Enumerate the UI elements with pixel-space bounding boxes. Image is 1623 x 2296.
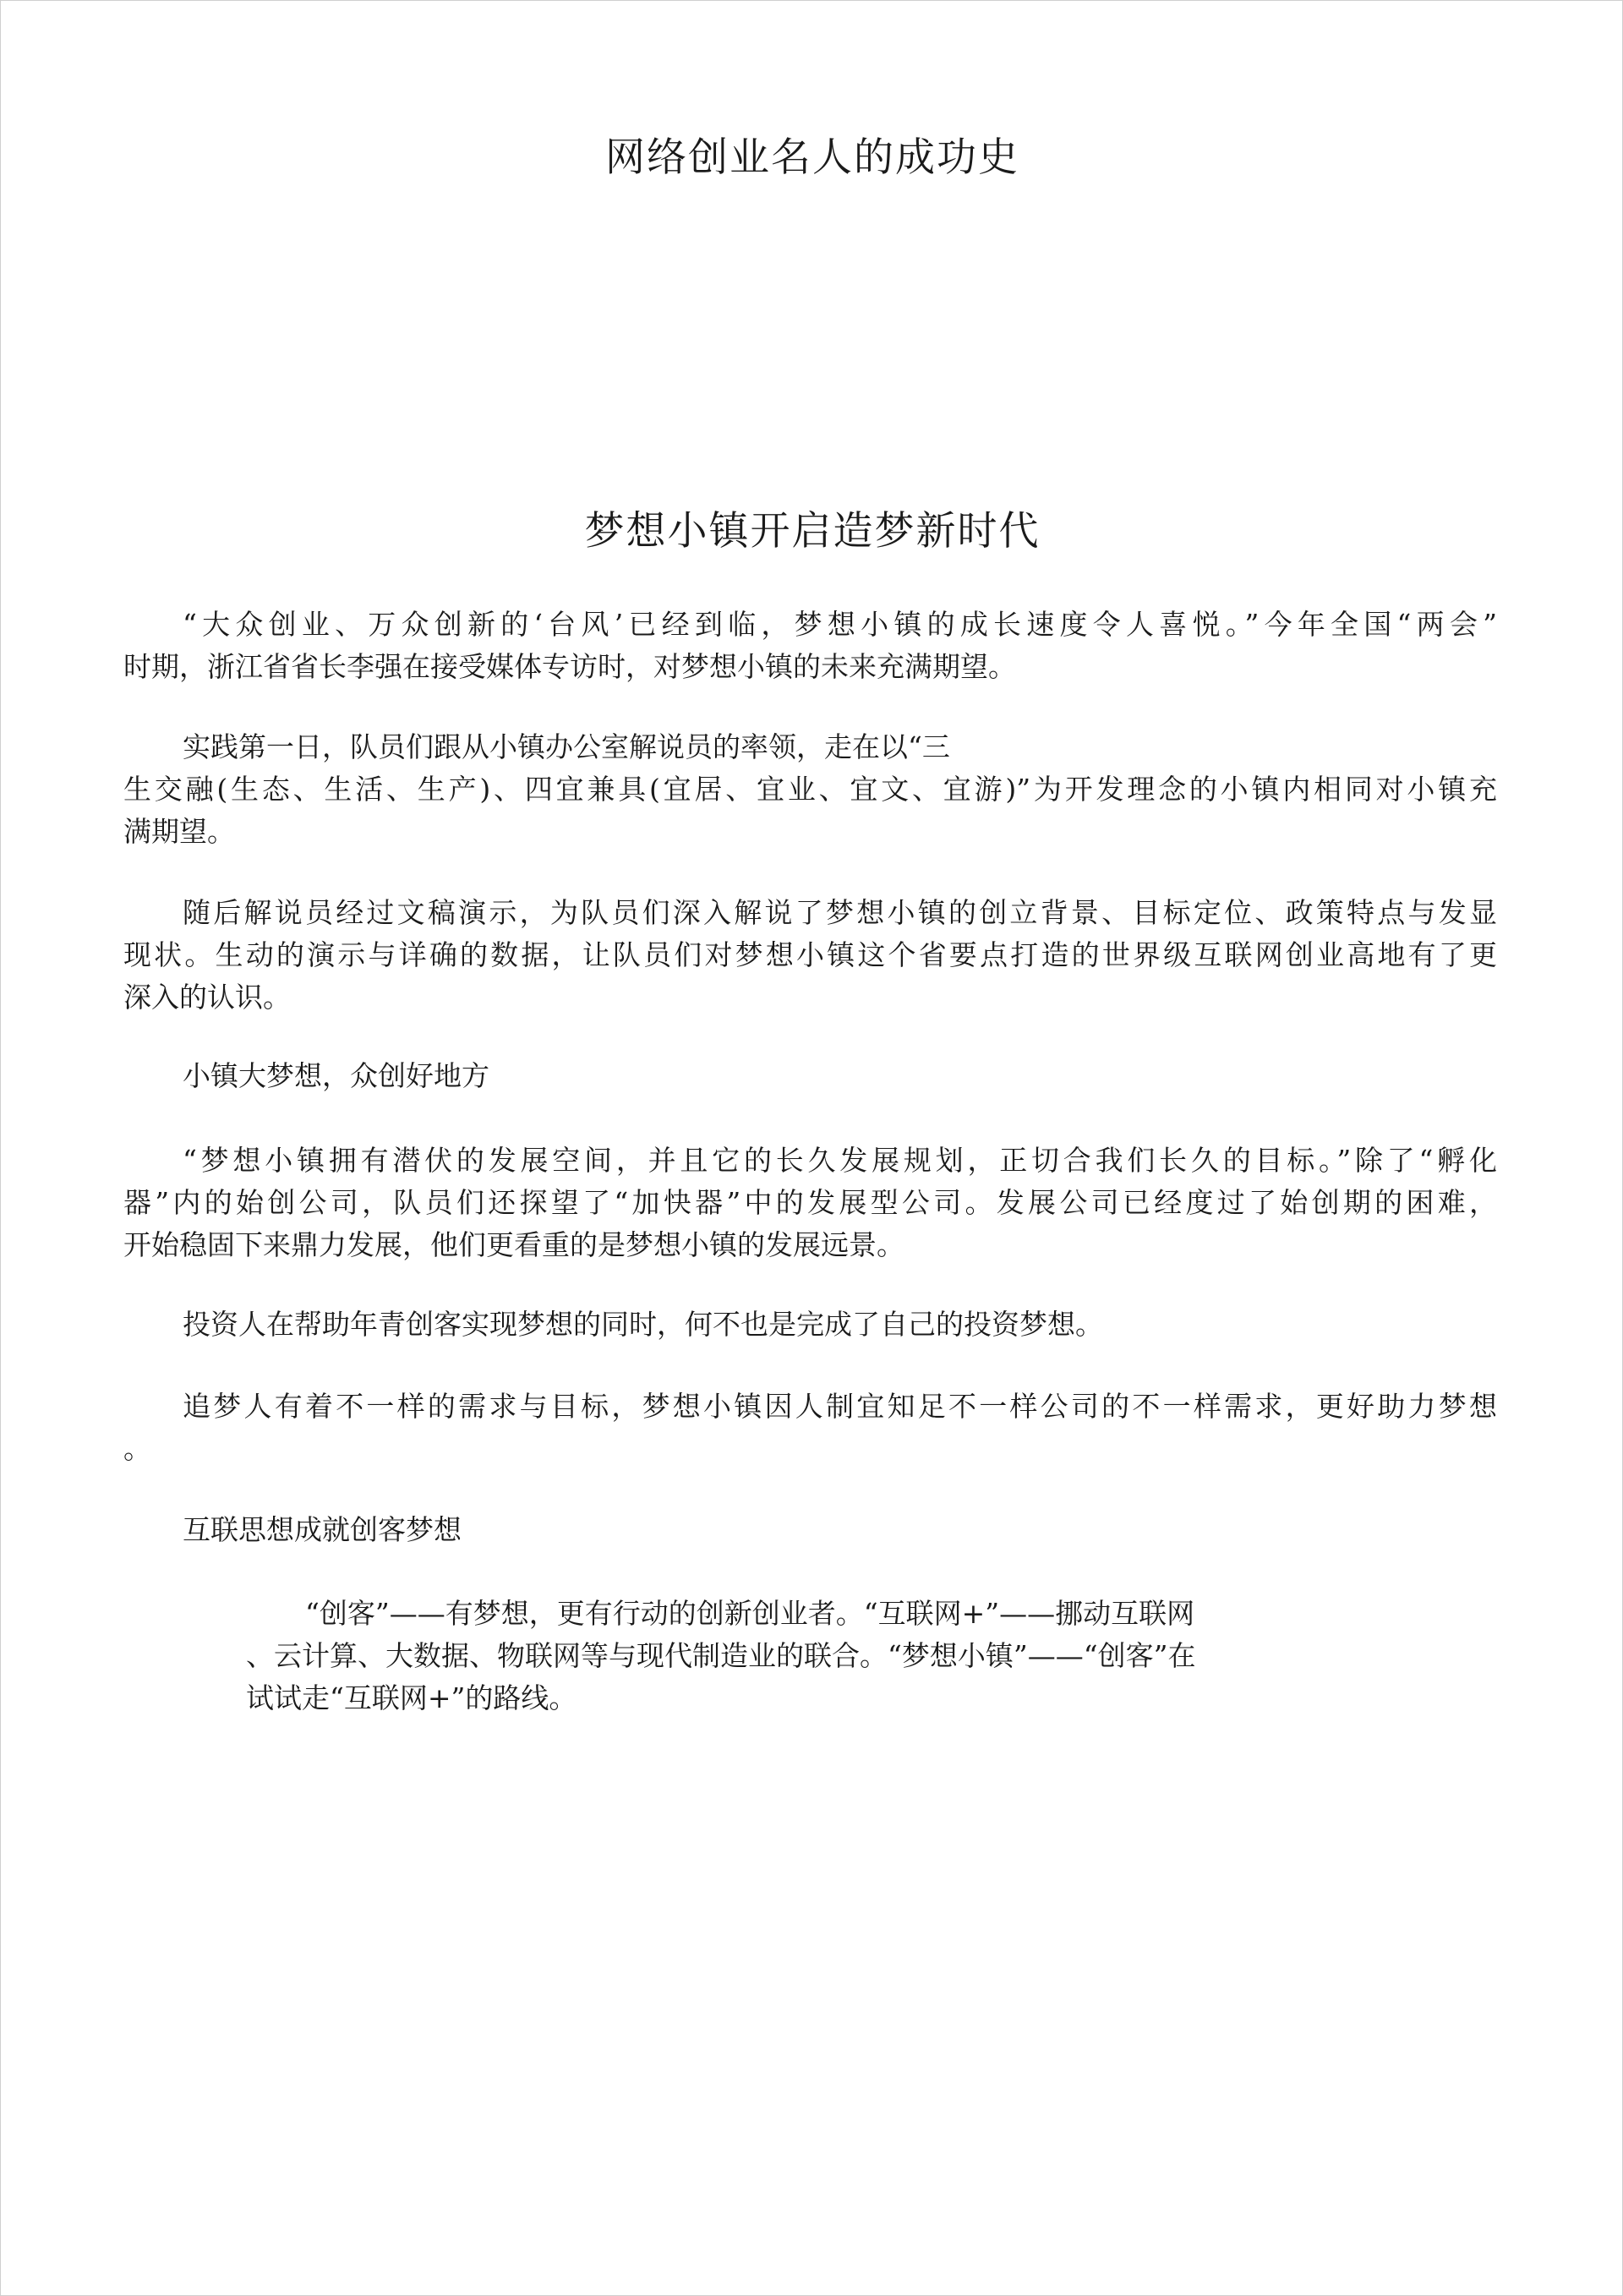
paragraph-5-line-1: “梦想小镇拥有潜伏的发展空间，并且它的长久发展规划，正切合我们长久的目标。”除了“孵化 (183, 1144, 1497, 1177)
paragraph-7 (123, 1386, 1497, 1470)
paragraph-5-line-3: 开始稳固下来鼎力发展，他们更看重的是梦想小镇的发展远景。 (123, 1228, 904, 1261)
paragraph-1-line-2: 时期，浙江省省长李强在接受媒体专访时，对梦想小镇的未来充满期望。 (123, 650, 1016, 683)
paragraph-1 (123, 604, 1497, 688)
paragraph-3-line-1: 随后解说员经过文稿演示，为队员们深入解说了梦想小镇的创立背景、目标定位、政策特点与发显 (183, 896, 1497, 929)
subheading-dream-town: 小镇大梦想，众创好地方 (183, 1059, 489, 1092)
paragraph-9 (246, 1593, 1345, 1719)
paragraph-5 (123, 1140, 1497, 1266)
subheading-internet-thinking: 互联思想成就创客梦想 (183, 1513, 462, 1546)
document-title: 网络创业名人的成功史 (605, 134, 1019, 181)
paragraph-2-line-3: 满期望。 (123, 815, 235, 848)
section-title: 梦想小镇开启造梦新时代 (584, 508, 1041, 555)
paragraph-8 (123, 1509, 1497, 1551)
paragraph-4 (123, 1055, 1497, 1097)
paragraph-9-line-3: 试试走“互联网+”的路线。 (246, 1681, 577, 1714)
paragraph-2 (123, 726, 1497, 853)
paragraph-6-line-1: 投资人在帮助年青创客实现梦想的同时，何不也是完成了自己的投资梦想。 (183, 1308, 1103, 1341)
paragraph-3-line-2: 现状。生动的演示与详确的数据，让队员们对梦想小镇这个省要点打造的世界级互联网创业高地有了更 (123, 938, 1497, 971)
paragraph-9-line-1: “创客”——有梦想，更有行动的创新创业者。“互联网+”——挪动互联网 (305, 1597, 1195, 1630)
paragraph-2-line-2: 生交融(生态、生活、生产)、四宜兼具(宜居、宜业、宜文、宜游)”为开发理念的小镇内相同对小镇充 (123, 773, 1497, 806)
paragraph-5-line-2: 器”内的始创公司，队员们还探望了“加快器”中的发展型公司。发展公司已经度过了始创期的困难， (123, 1186, 1497, 1219)
paragraph-7-line-2: 。 (123, 1432, 151, 1465)
paragraph-7-line-1: 追梦人有着不一样的需求与目标，梦想小镇因人制宜知足不一样公司的不一样需求，更好助力梦想 (183, 1390, 1497, 1423)
paragraph-1-line-1: “大众创业、万众创新的‘台风’已经到临，梦想小镇的成长速度令人喜悦。”今年全国“两会” (183, 608, 1497, 641)
paragraph-6 (123, 1304, 1497, 1346)
paragraph-3 (123, 892, 1497, 1019)
paragraph-2-line-1: 实践第一日，队员们跟从小镇办公室解说员的率领，走在以“三 (183, 730, 950, 763)
paragraph-9-line-2: 、云计算、大数据、物联网等与现代制造业的联合。“梦想小镇”——“创客”在 (246, 1639, 1196, 1672)
paragraph-3-line-3: 深入的认识。 (123, 981, 291, 1014)
